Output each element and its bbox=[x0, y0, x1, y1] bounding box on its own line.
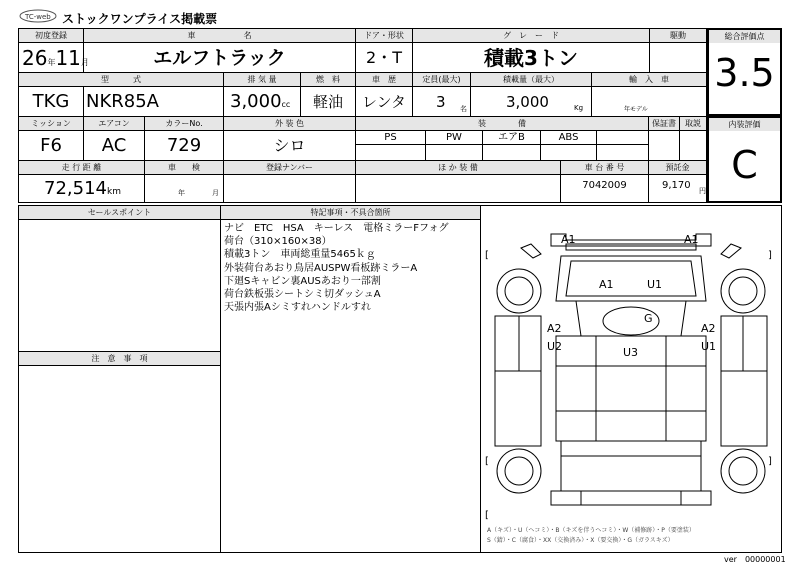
displacement-unit: cc bbox=[281, 100, 291, 109]
header-other-equip: ほ か 装 備 bbox=[356, 161, 560, 174]
mirror-right-shape bbox=[721, 244, 741, 258]
reg-month-unit: 月 bbox=[80, 58, 89, 67]
displacement-value bbox=[230, 88, 290, 119]
right-rear-wheel-shape bbox=[721, 449, 765, 493]
grid-line bbox=[220, 205, 221, 553]
windshield-shape bbox=[576, 301, 686, 336]
load-value: 3,000 bbox=[506, 93, 549, 111]
header-displacement: 排 気 量 bbox=[224, 73, 300, 86]
grid-line bbox=[596, 130, 597, 160]
load-unit: Kg bbox=[574, 104, 584, 112]
legend-line-2: S（錆）・C（腐食）・XX（交換済み）・X（要交換）・G（ガラスキズ） bbox=[487, 537, 674, 544]
note-line: 荷台（310×160×38） bbox=[224, 236, 332, 248]
color-no-value: 729 bbox=[166, 135, 202, 156]
mileage-value bbox=[44, 176, 121, 205]
overall-score-value: 3.5 bbox=[714, 51, 775, 95]
mark-u2-left: U2 bbox=[547, 340, 563, 353]
grid-line bbox=[18, 86, 707, 87]
header-inspection: 車 検 bbox=[145, 161, 223, 174]
header-drive: 駆動 bbox=[650, 29, 706, 42]
mirror-left-shape bbox=[521, 244, 541, 258]
header-history: 車 歴 bbox=[356, 73, 412, 86]
history-value: レンタ bbox=[361, 93, 407, 111]
grid-line bbox=[679, 116, 680, 160]
header-warranty: 保証書 bbox=[649, 117, 679, 130]
import-model: 年モデル bbox=[624, 106, 648, 113]
chassis-no-value: 7042009 bbox=[582, 180, 627, 191]
right-front-wheel-shape bbox=[721, 269, 765, 313]
header-chassis-no: 車 台 番 号 bbox=[561, 161, 648, 174]
mileage-number: 72,514 bbox=[44, 178, 107, 199]
rear-bumper-shape bbox=[551, 491, 711, 505]
fuel-value: 軽油 bbox=[312, 93, 343, 111]
grid-line bbox=[355, 160, 356, 203]
grid-line bbox=[470, 72, 471, 116]
header-manual: 取説 bbox=[680, 117, 706, 130]
model-value: NKR85A bbox=[86, 91, 159, 112]
reg-month-value: 11 bbox=[55, 46, 81, 70]
header-model: 型 式 bbox=[19, 73, 223, 86]
bracket-close: ] bbox=[768, 456, 772, 467]
grade-value: 積載3トン bbox=[484, 46, 578, 70]
header-notes-special: 特記事項・不具合箇所 bbox=[221, 206, 480, 219]
mark-g: G bbox=[644, 312, 653, 325]
grid-line bbox=[83, 86, 84, 116]
inspection-month: 月 bbox=[212, 189, 219, 197]
header-reg-number: 登録ナンバー bbox=[224, 161, 355, 174]
header-sales-point: セールスポイント bbox=[19, 206, 220, 219]
grid-line bbox=[412, 72, 413, 116]
car-name-value: エルフトラック bbox=[153, 47, 286, 69]
notes-list bbox=[224, 222, 478, 314]
note-line: 下廻Sキャビン裏AUSあおり一部割 bbox=[224, 275, 381, 287]
interior-score-value: C bbox=[731, 143, 758, 187]
note-line: 天張内張Aシミすれハンドルすれ bbox=[224, 302, 371, 314]
rear-body-shape bbox=[561, 441, 701, 491]
header-import: 輸 入 車 bbox=[592, 73, 706, 86]
mark-a2-left: A2 bbox=[547, 322, 562, 335]
header-aircon: エアコン bbox=[84, 117, 144, 130]
header-grade: グ レ ー ド bbox=[413, 29, 649, 42]
left-side-body-shape bbox=[495, 316, 541, 446]
capacity-unit: 名 bbox=[460, 105, 467, 113]
grid-line bbox=[144, 160, 145, 203]
page-title: ストックワンプライス掲載票 bbox=[62, 12, 218, 26]
header-mission: ミッション bbox=[19, 117, 83, 130]
header-mileage: 走 行 距 離 bbox=[19, 161, 144, 174]
bracket-open: [ bbox=[485, 510, 489, 521]
version-label: ver 00000001 bbox=[724, 555, 786, 564]
header-car-name: 車 名 bbox=[84, 29, 355, 42]
mark-a1-center: A1 bbox=[599, 278, 614, 291]
model-prefix-value: TKG bbox=[32, 91, 70, 112]
cab-shape bbox=[556, 256, 706, 301]
reg-year-unit: 年 bbox=[47, 58, 56, 67]
reg-year bbox=[22, 45, 89, 76]
mark-u1-center: U1 bbox=[647, 278, 663, 291]
deposit-unit: 円 bbox=[699, 187, 706, 195]
header-ext-color: 外 装 色 bbox=[224, 117, 355, 130]
note-line: 外装荷台あおり鳥居AUSPW看板跡ミラーA bbox=[224, 262, 418, 274]
mark-u3: U3 bbox=[623, 346, 639, 359]
grid-line bbox=[18, 116, 707, 117]
mission-value: F6 bbox=[40, 135, 62, 156]
tc-web-logo-icon bbox=[18, 8, 58, 24]
legend-line-1: A（キズ）・U（ヘコミ）・B（キズを伴うヘコミ）・W（補修跡）・P（要塗装） bbox=[487, 527, 695, 534]
aircon-value: AC bbox=[101, 135, 127, 156]
grid-line bbox=[649, 28, 650, 72]
header-color-no: カラーNo. bbox=[145, 117, 223, 130]
door-shape-value: 2・T bbox=[366, 48, 402, 67]
ext-color-value: シロ bbox=[273, 136, 306, 155]
header-deposit: 預託金 bbox=[649, 161, 706, 174]
grid-line bbox=[18, 365, 221, 366]
reg-year-value: 26 bbox=[22, 46, 48, 70]
header-fuel: 燃 料 bbox=[301, 73, 355, 86]
note-line: 積載3トン 車両総重量5465ｋｇ bbox=[224, 249, 376, 261]
grid-line bbox=[356, 144, 648, 145]
mark-u1-right: U1 bbox=[701, 340, 717, 353]
bracket-close: ] bbox=[768, 250, 772, 261]
equip-ps: PS bbox=[384, 132, 397, 143]
mark-a1-left: A1 bbox=[561, 233, 576, 246]
grid-line bbox=[648, 116, 649, 160]
equip-abs: ABS bbox=[558, 132, 579, 143]
equip-pw: PW bbox=[446, 132, 462, 143]
grid-line bbox=[18, 160, 707, 161]
displacement-number: 3,000 bbox=[230, 91, 282, 112]
front-grille-shape bbox=[566, 244, 696, 250]
equip-airbag: エアB bbox=[498, 132, 525, 143]
left-front-wheel-shape bbox=[497, 269, 541, 313]
grid-line bbox=[648, 160, 649, 203]
truck-damage-diagram bbox=[481, 206, 781, 552]
header-overall-score: 総合評価点 bbox=[709, 30, 780, 43]
left-rear-wheel-shape bbox=[497, 449, 541, 493]
bracket-open: [ bbox=[485, 250, 489, 261]
header-door-shape: ドア・形状 bbox=[356, 29, 412, 42]
header-capacity: 定員(最大) bbox=[413, 73, 470, 86]
grid-line bbox=[18, 174, 707, 175]
logo bbox=[18, 8, 58, 24]
mark-a1-right: A1 bbox=[684, 233, 699, 246]
header-interior-score: 内装評価 bbox=[709, 118, 780, 131]
header-equipment: 装 備 bbox=[356, 117, 648, 130]
svg-text:TC-web: TC-web bbox=[25, 13, 51, 21]
note-line: 荷台鉄板張シートシミ切ダッシュA bbox=[224, 289, 381, 301]
header-first-reg: 初度登録 bbox=[19, 29, 83, 42]
capacity-value: 3 bbox=[436, 93, 446, 111]
deposit-value: 9,170 bbox=[662, 180, 691, 191]
header-caution: 注 意 事 項 bbox=[19, 352, 220, 365]
grid-line bbox=[223, 72, 224, 116]
mileage-unit: km bbox=[106, 187, 121, 197]
header-load: 積載量（最大） bbox=[471, 73, 591, 86]
grid-line bbox=[223, 160, 224, 203]
right-side-body-shape bbox=[721, 316, 767, 446]
note-line: ナビ ETC HSA キーレス 電格ミラーFフォグ bbox=[224, 223, 449, 234]
bracket-open: [ bbox=[485, 456, 489, 467]
mark-a2-right: A2 bbox=[701, 322, 716, 335]
grid-line bbox=[18, 219, 480, 220]
grid-line bbox=[591, 72, 592, 116]
inspection-year: 年 bbox=[178, 189, 185, 197]
